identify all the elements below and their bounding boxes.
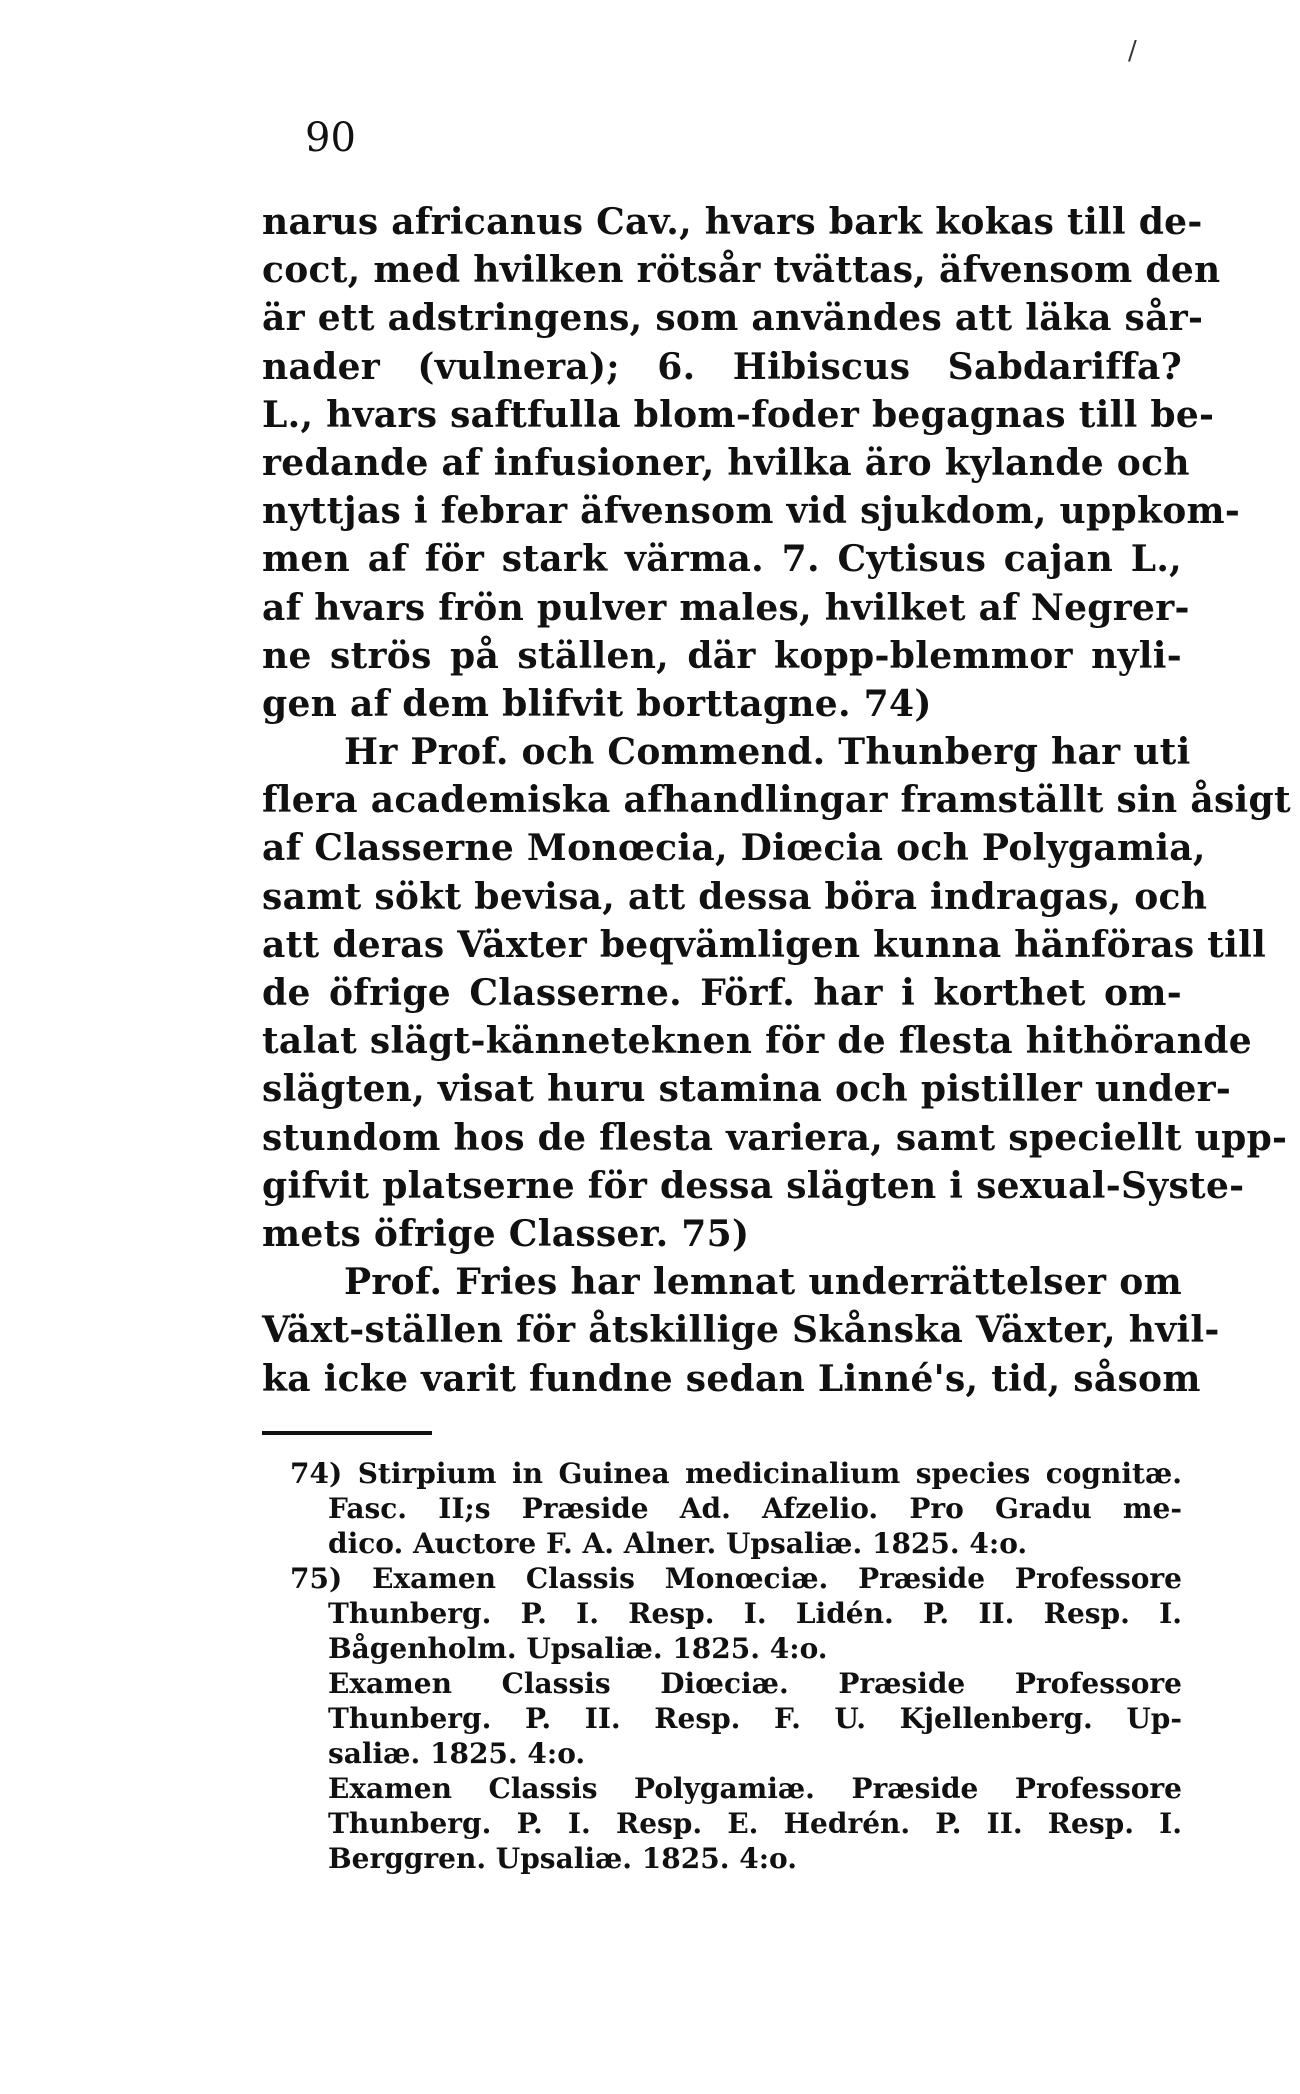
text-line: ka icke varit fundne sedan Linné's, tid, såsom — [262, 1357, 1201, 1400]
footnote-line: Bågenholm. Upsaliæ. 1825. 4:o. — [328, 1632, 828, 1665]
text-line: men af för stark värma. 7. Cytisus cajan L., — [262, 538, 1182, 581]
text-line: gifvit platserne för dessa slägten i sexual-Syste- — [262, 1164, 1245, 1207]
footnotes — [290, 1456, 1182, 1876]
footnote-line: Examen Classis Diœciæ. Præside Professore — [328, 1667, 1182, 1700]
footnote-line: Thunberg. P. I. Resp. E. Hedrén. P. II. Resp. I. — [328, 1807, 1182, 1840]
text-line: L., hvars saftfulla blom-foder begagnas till be- — [262, 393, 1215, 436]
text-line: flera academiska afhandlingar framställt sin åsigt — [262, 779, 1291, 822]
main-text — [262, 198, 1291, 1403]
footnote-line: dico. Auctore F. A. Alner. Upsaliæ. 1825. 4:o. — [328, 1527, 1028, 1560]
footnote-line: Thunberg. P. II. Resp. F. U. Kjellenberg. Up- — [328, 1702, 1182, 1735]
text-line: nader (vulnera); 6. Hibiscus Sabdariffa? — [262, 345, 1182, 388]
text-line: narus africanus Cav., hvars bark kokas till de- — [262, 201, 1203, 243]
text-line: de öfrige Classerne. Förf. har i korthet om- — [262, 972, 1182, 1014]
text-line: slägten, visat huru stamina och pistiller under- — [262, 1068, 1232, 1111]
text-line: coct, med hvilken rötsår tvättas, äfvensom den — [262, 249, 1221, 292]
footnote-line: 74) Stirpium in Guinea medicinalium species cognitæ. — [290, 1457, 1182, 1490]
text-line: nyttjas i febrar äfvensom vid sjukdom, uppkom- — [262, 490, 1241, 533]
text-line: stundom hos de flesta variera, samt speciellt upp- — [262, 1116, 1288, 1159]
text-line: redande af infusioner, hvilka äro kylande och — [262, 441, 1190, 484]
text-line: Hr Prof. och Commend. Thunberg har uti — [344, 731, 1191, 774]
text-line: ne strös på ställen, där kopp-blemmor nyli- — [262, 634, 1182, 677]
footnote-line: Examen Classis Polygamiæ. Præside Professore — [328, 1772, 1182, 1805]
text-line: Prof. Fries har lemnat underrättelser om — [344, 1261, 1182, 1304]
footnote-line: Fasc. II;s Præside Ad. Afzelio. Pro Gradu me- — [328, 1492, 1182, 1525]
footnote-line: Berggren. Upsaliæ. 1825. 4:o. — [328, 1842, 797, 1875]
page-number: 90 — [305, 115, 356, 161]
text-line: talat slägt-känneteknen för de flesta hithörande — [262, 1020, 1252, 1063]
text-line: gen af dem blifvit borttagne. 74) — [262, 682, 932, 725]
text-line: af Classerne Monœcia, Diœcia och Polygamia, — [262, 827, 1206, 870]
text-line: af hvars frön pulver males, hvilket af Negrer- — [262, 586, 1190, 629]
text-line: mets öfrige Classer. 75) — [262, 1212, 750, 1255]
text-line: Växt-ställen för åtskillige Skånska Växter, hvil- — [262, 1309, 1220, 1352]
footnote-rule — [262, 1431, 432, 1435]
text-line: är ett adstringens, som användes att läka sår- — [262, 297, 1204, 340]
footnote-line: saliæ. 1825. 4:o. — [328, 1737, 586, 1770]
footnote-line: 75) Examen Classis Monœciæ. Præside Professore — [290, 1562, 1182, 1595]
stray-mark: / — [1128, 36, 1137, 66]
text-line: att deras Växter beqvämligen kunna hänföras till — [262, 923, 1267, 966]
text-line: samt sökt bevisa, att dessa böra indragas, och — [262, 875, 1208, 918]
footnote-line: Thunberg. P. I. Resp. I. Lidén. P. II. Resp. I. — [328, 1597, 1182, 1630]
